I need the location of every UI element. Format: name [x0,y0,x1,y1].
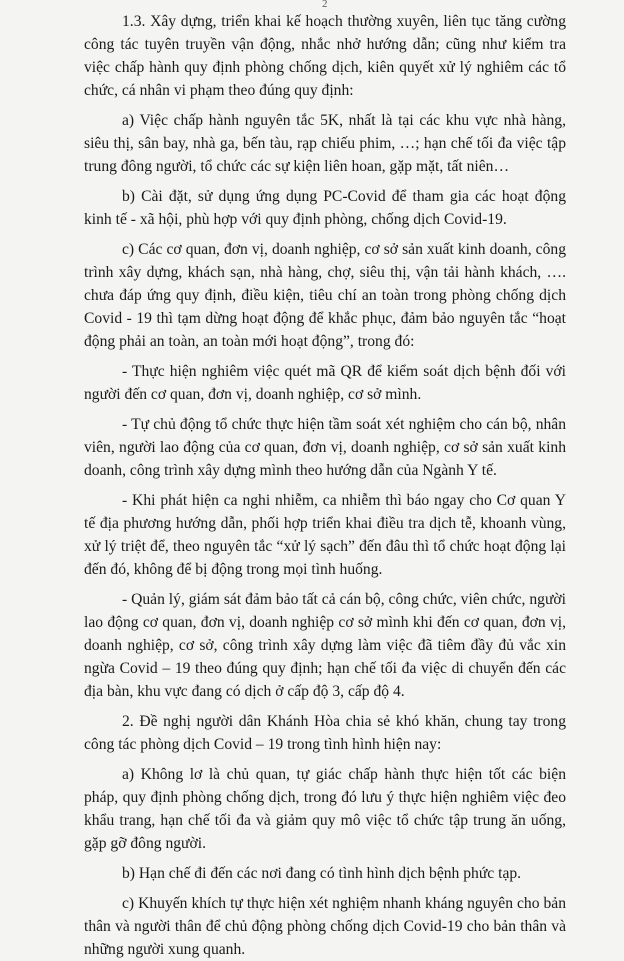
paragraph-b-pc-covid: b) Cài đặt, sử dụng ứng dụng PC-Covid để tham gia các hoạt động kinh tế - xã hội, phù hợp với quy định phòng, chống dịch Covid-19. [84,188,566,228]
paragraph-1-3: 1.3. Xây dựng, triển khai kế hoạch thường xuyên, liên tục tăng cường công tác tuyên truyền vận động, nhắc nhở hướng dẫn; cũng như kiểm tra việc chấp hành quy định phòng chống dịch, kiên quyết xử lý nghiêm các tổ chức, cá nhân vi phạm theo đúng quy định: [84,13,566,99]
paragraph-a-5k: a) Việc chấp hành nguyên tắc 5K, nhất là tại các khu vực nhà hàng, siêu thị, sân bay, nhà ga, bến tàu, rạp chiếu phim, …; hạn chế tối đa việc tập trung đông người, tổ chức các sự kiện liên hoan, gặp mặt, tất niên… [84,112,566,175]
page-number: 2 [322,0,328,10]
bullet-vaccination: - Quản lý, giám sát đảm bảo tất cả cán bộ, công chức, viên chức, người lao động cơ quan, đơn vị, doanh nghiệp cơ sở mình khi đến cơ quan, đơn vị, doanh nghiệp, cơ sở, công trình xây dựng làm việc đã tiêm đầy đủ vắc xin ngừa Covid – 19 theo đúng quy định; hạn chế tối đa việc di chuyển đến các địa bàn, khu vực đang có dịch ở cấp độ 3, cấp độ 4. [84,591,566,700]
paragraph-b-limit-travel: b) Hạn chế đi đến các nơi đang có tình hình dịch bệnh phức tạp. [122,865,522,882]
paragraph-a-vigilance: a) Không lơ là chủ quan, tự giác chấp hành thực hiện tốt các biện pháp, quy định phòng chống dịch, trong đó lưu ý thực hiện nghiêm việc đeo khẩu trang, hạn chế tối đa và giảm quy mô việc tổ chức tập trung ăn uống, gặp gỡ đông người. [84,766,566,852]
paragraph-c-businesses: c) Các cơ quan, đơn vị, doanh nghiệp, cơ sở sản xuất kinh doanh, công trình xây dựng, khách sạn, nhà hàng, chợ, siêu thị, vận tải hành khách, …. chưa đáp ứng quy định, điều kiện, tiêu chí an toàn trong phòng chống dịch Covid - 19 thì tạm dừng hoạt động để khắc phục, đảm bảo nguyên tắc “hoạt động phải an toàn, an toàn mới hoạt động”, trong đó: [84,241,566,350]
paragraph-2-citizens: 2. Đề nghị người dân Khánh Hòa chia sẻ khó khăn, chung tay trong công tác phòng dịch Covid – 19 trong tình hình hiện nay: [84,713,566,753]
bullet-qr-scan: - Thực hiện nghiêm việc quét mã QR để kiểm soát dịch bệnh đối với người đến cơ quan, đơn vị, doanh nghiệp, cơ sở mình. [84,363,566,403]
bullet-suspected-case: - Khi phát hiện ca nghi nhiễm, ca nhiễm thì báo ngay cho Cơ quan Y tế địa phương hướng dẫn, phối hợp triển khai điều tra dịch tễ, khoanh vùng, xử lý triệt để, theo nguyên tắc “xử lý sạch” đến đâu thì tổ chức hoạt động lại đến đó, không để bị động trong mọi tình huống. [84,492,566,578]
paragraph-c-rapid-test: c) Khuyến khích tự thực hiện xét nghiệm nhanh kháng nguyên cho bản thân và người thân để chủ động phòng chống dịch Covid-19 cho bản thân và những người xung quanh. [84,895,566,958]
bullet-screening: - Tự chủ động tổ chức thực hiện tầm soát xét nghiệm cho cán bộ, nhân viên, người lao động của cơ quan, đơn vị, doanh nghiệp, cơ sở sản xuất kinh doanh, công trình xây dựng mình theo hướng dẫn của Ngành Y tế. [84,416,566,479]
